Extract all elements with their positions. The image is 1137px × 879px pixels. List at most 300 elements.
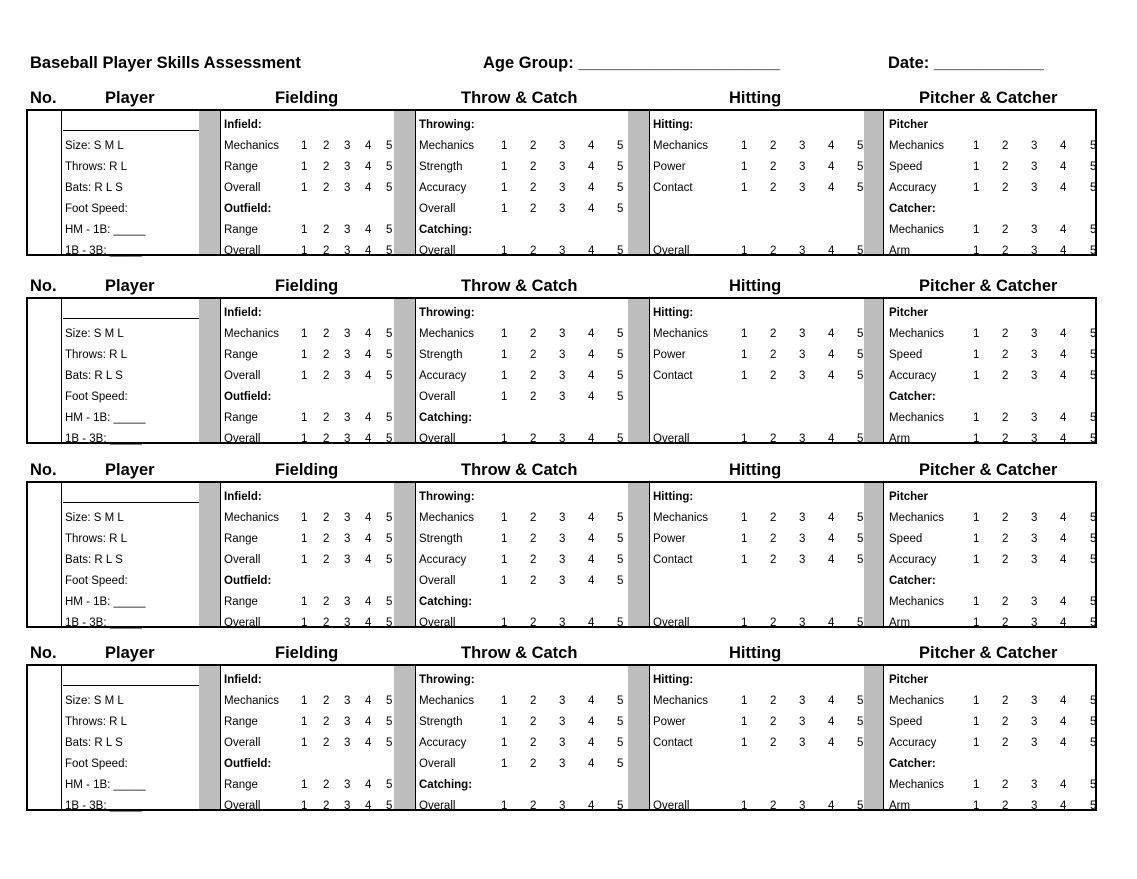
rating-option[interactable]: 1 [741, 716, 748, 728]
rating-option[interactable]: 4 [828, 800, 835, 812]
rating-option[interactable]: 5 [1090, 412, 1097, 424]
rating-option[interactable]: 5 [857, 512, 864, 524]
rating-option[interactable]: 4 [1060, 695, 1067, 707]
rating-option[interactable]: 1 [741, 140, 748, 152]
rating-option[interactable]: 2 [323, 224, 330, 236]
rating-option[interactable]: 4 [1060, 412, 1067, 424]
rating-option[interactable]: 3 [1031, 161, 1038, 173]
rating-option[interactable]: 5 [1090, 596, 1097, 608]
rating-option[interactable]: 3 [559, 245, 566, 257]
rating-option[interactable]: 3 [344, 161, 351, 173]
rating-option[interactable]: 2 [1002, 779, 1009, 791]
rating-option[interactable]: 1 [501, 161, 508, 173]
rating-option[interactable]: 5 [617, 758, 624, 770]
rating-option[interactable]: 2 [770, 370, 777, 382]
rating-option[interactable]: 5 [386, 349, 393, 361]
rating-option[interactable]: 4 [588, 512, 595, 524]
rating-option[interactable]: 5 [617, 554, 624, 566]
rating-option[interactable]: 3 [1031, 737, 1038, 749]
rating-option[interactable]: 5 [617, 182, 624, 194]
player-info-item[interactable]: Foot Speed: [65, 575, 128, 587]
player-info-item[interactable]: Bats: R L S [65, 182, 123, 194]
player-info-item[interactable]: Size: S M L [65, 695, 124, 707]
rating-option[interactable]: 1 [501, 370, 508, 382]
rating-option[interactable]: 1 [501, 716, 508, 728]
rating-option[interactable]: 5 [617, 349, 624, 361]
rating-option[interactable]: 1 [973, 737, 980, 749]
rating-option[interactable]: 3 [344, 695, 351, 707]
rating-option[interactable]: 1 [973, 554, 980, 566]
rating-option[interactable]: 1 [501, 512, 508, 524]
rating-option[interactable]: 4 [588, 140, 595, 152]
rating-option[interactable]: 2 [323, 737, 330, 749]
rating-option[interactable]: 3 [344, 140, 351, 152]
rating-option[interactable]: 1 [501, 800, 508, 812]
player-info-item[interactable]: Throws: R L [65, 716, 127, 728]
rating-option[interactable]: 2 [770, 328, 777, 340]
rating-option[interactable]: 3 [1031, 716, 1038, 728]
rating-option[interactable]: 3 [344, 224, 351, 236]
rating-option[interactable]: 3 [1031, 224, 1038, 236]
rating-option[interactable]: 4 [588, 328, 595, 340]
rating-option[interactable]: 3 [1031, 596, 1038, 608]
rating-option[interactable]: 4 [828, 512, 835, 524]
rating-option[interactable]: 3 [799, 182, 806, 194]
rating-option[interactable]: 5 [1090, 512, 1097, 524]
rating-option[interactable]: 5 [857, 433, 864, 445]
date-field[interactable]: Date: ____________ [888, 54, 1044, 72]
rating-option[interactable]: 2 [323, 695, 330, 707]
player-name-field[interactable] [63, 130, 201, 131]
rating-option[interactable]: 2 [323, 412, 330, 424]
rating-option[interactable]: 1 [501, 433, 508, 445]
rating-option[interactable]: 3 [1031, 533, 1038, 545]
rating-option[interactable]: 1 [973, 349, 980, 361]
rating-option[interactable]: 3 [559, 391, 566, 403]
rating-option[interactable]: 3 [344, 245, 351, 257]
rating-option[interactable]: 2 [323, 716, 330, 728]
rating-option[interactable]: 4 [588, 617, 595, 629]
rating-option[interactable]: 1 [301, 349, 308, 361]
rating-option[interactable]: 5 [857, 695, 864, 707]
rating-option[interactable]: 5 [1090, 617, 1097, 629]
player-info-item[interactable]: Foot Speed: [65, 391, 128, 403]
rating-option[interactable]: 5 [857, 182, 864, 194]
rating-option[interactable]: 4 [365, 161, 372, 173]
rating-option[interactable]: 1 [501, 575, 508, 587]
rating-option[interactable]: 4 [365, 533, 372, 545]
rating-option[interactable]: 3 [559, 533, 566, 545]
rating-option[interactable]: 5 [1090, 800, 1097, 812]
player-info-item[interactable]: Size: S M L [65, 512, 124, 524]
rating-option[interactable]: 2 [323, 140, 330, 152]
rating-option[interactable]: 2 [323, 328, 330, 340]
rating-option[interactable]: 4 [828, 349, 835, 361]
rating-option[interactable]: 1 [741, 349, 748, 361]
rating-option[interactable]: 4 [365, 140, 372, 152]
rating-option[interactable]: 4 [588, 370, 595, 382]
rating-option[interactable]: 4 [1060, 617, 1067, 629]
rating-option[interactable]: 1 [301, 737, 308, 749]
player-name-field[interactable] [63, 318, 201, 319]
rating-option[interactable]: 5 [386, 245, 393, 257]
player-info-item[interactable]: 1B - 3B: _____ [65, 433, 142, 445]
rating-option[interactable]: 2 [530, 391, 537, 403]
rating-option[interactable]: 1 [973, 412, 980, 424]
rating-option[interactable]: 4 [365, 182, 372, 194]
rating-option[interactable]: 5 [386, 182, 393, 194]
rating-option[interactable]: 5 [617, 512, 624, 524]
player-info-item[interactable]: Foot Speed: [65, 203, 128, 215]
rating-option[interactable]: 2 [323, 800, 330, 812]
rating-option[interactable]: 3 [799, 328, 806, 340]
rating-option[interactable]: 1 [741, 370, 748, 382]
rating-option[interactable]: 3 [344, 554, 351, 566]
rating-option[interactable]: 4 [1060, 161, 1067, 173]
rating-option[interactable]: 2 [530, 349, 537, 361]
rating-option[interactable]: 5 [386, 737, 393, 749]
rating-option[interactable]: 5 [386, 412, 393, 424]
rating-option[interactable]: 1 [973, 695, 980, 707]
player-info-item[interactable]: 1B - 3B: _____ [65, 245, 142, 257]
rating-option[interactable]: 5 [1090, 349, 1097, 361]
rating-option[interactable]: 5 [857, 533, 864, 545]
rating-option[interactable]: 1 [501, 328, 508, 340]
rating-option[interactable]: 5 [617, 328, 624, 340]
rating-option[interactable]: 5 [386, 140, 393, 152]
rating-option[interactable]: 5 [1090, 245, 1097, 257]
rating-option[interactable]: 1 [501, 203, 508, 215]
rating-option[interactable]: 4 [1060, 140, 1067, 152]
rating-option[interactable]: 1 [741, 800, 748, 812]
rating-option[interactable]: 3 [1031, 182, 1038, 194]
rating-option[interactable]: 1 [973, 140, 980, 152]
rating-option[interactable]: 5 [386, 695, 393, 707]
rating-option[interactable]: 4 [365, 433, 372, 445]
rating-option[interactable]: 2 [1002, 182, 1009, 194]
rating-option[interactable]: 2 [530, 433, 537, 445]
rating-option[interactable]: 1 [741, 512, 748, 524]
rating-option[interactable]: 5 [1090, 433, 1097, 445]
rating-option[interactable]: 5 [857, 737, 864, 749]
rating-option[interactable]: 1 [301, 245, 308, 257]
rating-option[interactable]: 2 [770, 737, 777, 749]
rating-option[interactable]: 3 [799, 800, 806, 812]
player-info-item[interactable]: Bats: R L S [65, 370, 123, 382]
rating-option[interactable]: 1 [741, 328, 748, 340]
rating-option[interactable]: 4 [365, 512, 372, 524]
rating-option[interactable]: 4 [1060, 596, 1067, 608]
rating-option[interactable]: 4 [828, 737, 835, 749]
rating-option[interactable]: 1 [501, 349, 508, 361]
player-info-item[interactable]: Bats: R L S [65, 737, 123, 749]
rating-option[interactable]: 2 [530, 575, 537, 587]
rating-option[interactable]: 3 [799, 161, 806, 173]
rating-option[interactable]: 1 [501, 245, 508, 257]
rating-option[interactable]: 4 [365, 800, 372, 812]
rating-option[interactable]: 2 [530, 716, 537, 728]
rating-option[interactable]: 5 [857, 554, 864, 566]
rating-option[interactable]: 4 [588, 391, 595, 403]
rating-option[interactable]: 5 [1090, 370, 1097, 382]
rating-option[interactable]: 4 [1060, 800, 1067, 812]
rating-option[interactable]: 2 [1002, 161, 1009, 173]
rating-option[interactable]: 4 [588, 758, 595, 770]
rating-option[interactable]: 1 [301, 512, 308, 524]
rating-option[interactable]: 3 [1031, 370, 1038, 382]
rating-option[interactable]: 3 [559, 695, 566, 707]
rating-option[interactable]: 1 [973, 617, 980, 629]
rating-option[interactable]: 2 [530, 533, 537, 545]
rating-option[interactable]: 3 [559, 161, 566, 173]
rating-option[interactable]: 3 [344, 328, 351, 340]
rating-option[interactable]: 4 [365, 716, 372, 728]
rating-option[interactable]: 1 [501, 695, 508, 707]
rating-option[interactable]: 2 [1002, 695, 1009, 707]
rating-option[interactable]: 2 [530, 512, 537, 524]
rating-option[interactable]: 2 [323, 596, 330, 608]
rating-option[interactable]: 2 [770, 140, 777, 152]
rating-option[interactable]: 2 [770, 182, 777, 194]
player-info-item[interactable]: Throws: R L [65, 161, 127, 173]
rating-option[interactable]: 3 [559, 140, 566, 152]
rating-option[interactable]: 3 [799, 617, 806, 629]
rating-option[interactable]: 1 [501, 140, 508, 152]
rating-option[interactable]: 3 [1031, 554, 1038, 566]
rating-option[interactable]: 3 [559, 617, 566, 629]
rating-option[interactable]: 2 [323, 779, 330, 791]
rating-option[interactable]: 4 [365, 370, 372, 382]
rating-option[interactable]: 4 [1060, 328, 1067, 340]
rating-option[interactable]: 3 [1031, 800, 1038, 812]
rating-option[interactable]: 4 [365, 554, 372, 566]
rating-option[interactable]: 5 [617, 245, 624, 257]
rating-option[interactable]: 5 [857, 140, 864, 152]
rating-option[interactable]: 3 [344, 617, 351, 629]
rating-option[interactable]: 1 [501, 737, 508, 749]
rating-option[interactable]: 2 [1002, 224, 1009, 236]
rating-option[interactable]: 2 [770, 617, 777, 629]
rating-option[interactable]: 2 [530, 695, 537, 707]
rating-option[interactable]: 5 [386, 716, 393, 728]
rating-option[interactable]: 5 [617, 140, 624, 152]
rating-option[interactable]: 5 [617, 533, 624, 545]
rating-option[interactable]: 4 [828, 140, 835, 152]
player-info-item[interactable]: Size: S M L [65, 328, 124, 340]
rating-option[interactable]: 1 [741, 737, 748, 749]
rating-option[interactable]: 2 [530, 161, 537, 173]
rating-option[interactable]: 3 [1031, 779, 1038, 791]
rating-option[interactable]: 1 [501, 758, 508, 770]
rating-option[interactable]: 2 [1002, 737, 1009, 749]
rating-option[interactable]: 1 [973, 370, 980, 382]
rating-option[interactable]: 5 [1090, 716, 1097, 728]
rating-option[interactable]: 1 [501, 533, 508, 545]
rating-option[interactable]: 5 [1090, 554, 1097, 566]
rating-option[interactable]: 3 [559, 512, 566, 524]
rating-option[interactable]: 5 [1090, 161, 1097, 173]
rating-option[interactable]: 1 [301, 412, 308, 424]
rating-option[interactable]: 2 [770, 433, 777, 445]
rating-option[interactable]: 3 [344, 596, 351, 608]
rating-option[interactable]: 3 [1031, 328, 1038, 340]
rating-option[interactable]: 2 [530, 182, 537, 194]
rating-option[interactable]: 2 [1002, 512, 1009, 524]
rating-option[interactable]: 5 [1090, 182, 1097, 194]
rating-option[interactable]: 3 [1031, 140, 1038, 152]
rating-option[interactable]: 4 [1060, 554, 1067, 566]
rating-option[interactable]: 2 [530, 245, 537, 257]
rating-option[interactable]: 2 [323, 370, 330, 382]
rating-option[interactable]: 2 [530, 203, 537, 215]
rating-option[interactable]: 3 [344, 433, 351, 445]
player-info-item[interactable]: Throws: R L [65, 533, 127, 545]
rating-option[interactable]: 4 [588, 203, 595, 215]
rating-option[interactable]: 3 [344, 533, 351, 545]
rating-option[interactable]: 2 [1002, 328, 1009, 340]
rating-option[interactable]: 2 [1002, 412, 1009, 424]
player-info-item[interactable]: 1B - 3B: _____ [65, 800, 142, 812]
rating-option[interactable]: 2 [530, 140, 537, 152]
rating-option[interactable]: 1 [301, 328, 308, 340]
rating-option[interactable]: 1 [741, 182, 748, 194]
rating-option[interactable]: 3 [1031, 617, 1038, 629]
rating-option[interactable]: 3 [559, 716, 566, 728]
rating-option[interactable]: 4 [828, 695, 835, 707]
rating-option[interactable]: 1 [973, 512, 980, 524]
rating-option[interactable]: 4 [1060, 512, 1067, 524]
rating-option[interactable]: 1 [501, 554, 508, 566]
rating-option[interactable]: 4 [365, 412, 372, 424]
rating-option[interactable]: 5 [386, 596, 393, 608]
rating-option[interactable]: 4 [588, 554, 595, 566]
rating-option[interactable]: 3 [799, 716, 806, 728]
rating-option[interactable]: 4 [828, 533, 835, 545]
rating-option[interactable]: 5 [1090, 695, 1097, 707]
rating-option[interactable]: 1 [301, 695, 308, 707]
rating-option[interactable]: 2 [530, 737, 537, 749]
rating-option[interactable]: 5 [617, 391, 624, 403]
rating-option[interactable]: 5 [1090, 737, 1097, 749]
age-group-field[interactable]: Age Group: ______________________ [483, 54, 781, 72]
rating-option[interactable]: 2 [323, 245, 330, 257]
rating-option[interactable]: 5 [857, 370, 864, 382]
rating-option[interactable]: 4 [1060, 779, 1067, 791]
rating-option[interactable]: 2 [1002, 349, 1009, 361]
rating-option[interactable]: 4 [1060, 349, 1067, 361]
player-info-item[interactable]: Throws: R L [65, 349, 127, 361]
rating-option[interactable]: 2 [323, 554, 330, 566]
rating-option[interactable]: 3 [799, 695, 806, 707]
rating-option[interactable]: 1 [741, 161, 748, 173]
rating-option[interactable]: 5 [1090, 779, 1097, 791]
rating-option[interactable]: 2 [323, 617, 330, 629]
rating-option[interactable]: 5 [857, 245, 864, 257]
rating-option[interactable]: 5 [617, 575, 624, 587]
rating-option[interactable]: 1 [301, 533, 308, 545]
rating-option[interactable]: 3 [1031, 433, 1038, 445]
rating-option[interactable]: 4 [588, 800, 595, 812]
rating-option[interactable]: 5 [386, 779, 393, 791]
rating-option[interactable]: 5 [857, 800, 864, 812]
player-info-item[interactable]: Foot Speed: [65, 758, 128, 770]
rating-option[interactable]: 5 [386, 617, 393, 629]
rating-option[interactable]: 5 [386, 161, 393, 173]
player-info-item[interactable]: HM - 1B: _____ [65, 596, 146, 608]
rating-option[interactable]: 4 [828, 433, 835, 445]
rating-option[interactable]: 2 [770, 554, 777, 566]
rating-option[interactable]: 2 [1002, 800, 1009, 812]
rating-option[interactable]: 5 [386, 370, 393, 382]
rating-option[interactable]: 5 [857, 328, 864, 340]
rating-option[interactable]: 2 [1002, 370, 1009, 382]
rating-option[interactable]: 3 [799, 349, 806, 361]
rating-option[interactable]: 3 [1031, 245, 1038, 257]
rating-option[interactable]: 4 [1060, 370, 1067, 382]
rating-option[interactable]: 4 [588, 716, 595, 728]
rating-option[interactable]: 2 [770, 800, 777, 812]
rating-option[interactable]: 4 [365, 737, 372, 749]
rating-option[interactable]: 1 [301, 224, 308, 236]
rating-option[interactable]: 4 [588, 433, 595, 445]
rating-option[interactable]: 4 [1060, 182, 1067, 194]
rating-option[interactable]: 3 [344, 412, 351, 424]
rating-option[interactable]: 1 [301, 140, 308, 152]
rating-option[interactable]: 5 [617, 716, 624, 728]
rating-option[interactable]: 2 [1002, 433, 1009, 445]
rating-option[interactable]: 4 [828, 554, 835, 566]
rating-option[interactable]: 4 [1060, 716, 1067, 728]
rating-option[interactable]: 5 [857, 617, 864, 629]
rating-option[interactable]: 2 [1002, 140, 1009, 152]
rating-option[interactable]: 3 [1031, 349, 1038, 361]
rating-option[interactable]: 5 [617, 737, 624, 749]
rating-option[interactable]: 4 [828, 716, 835, 728]
rating-option[interactable]: 1 [301, 182, 308, 194]
rating-option[interactable]: 2 [530, 758, 537, 770]
rating-option[interactable]: 4 [365, 596, 372, 608]
rating-option[interactable]: 4 [1060, 737, 1067, 749]
player-info-item[interactable]: HM - 1B: _____ [65, 224, 146, 236]
rating-option[interactable]: 4 [588, 245, 595, 257]
rating-option[interactable]: 2 [1002, 617, 1009, 629]
rating-option[interactable]: 3 [344, 779, 351, 791]
rating-option[interactable]: 3 [344, 800, 351, 812]
rating-option[interactable]: 5 [617, 203, 624, 215]
rating-option[interactable]: 3 [799, 533, 806, 545]
rating-option[interactable]: 4 [365, 349, 372, 361]
rating-option[interactable]: 2 [770, 349, 777, 361]
rating-option[interactable]: 1 [301, 596, 308, 608]
rating-option[interactable]: 1 [973, 182, 980, 194]
rating-option[interactable]: 4 [365, 224, 372, 236]
rating-option[interactable]: 2 [770, 533, 777, 545]
rating-option[interactable]: 3 [559, 328, 566, 340]
rating-option[interactable]: 1 [973, 533, 980, 545]
rating-option[interactable]: 1 [301, 617, 308, 629]
rating-option[interactable]: 4 [365, 617, 372, 629]
rating-option[interactable]: 3 [799, 370, 806, 382]
rating-option[interactable]: 1 [973, 328, 980, 340]
rating-option[interactable]: 1 [973, 716, 980, 728]
rating-option[interactable]: 5 [617, 161, 624, 173]
player-info-item[interactable]: HM - 1B: _____ [65, 412, 146, 424]
rating-option[interactable]: 4 [828, 617, 835, 629]
rating-option[interactable]: 2 [323, 533, 330, 545]
rating-option[interactable]: 4 [588, 695, 595, 707]
rating-option[interactable]: 5 [617, 370, 624, 382]
rating-option[interactable]: 3 [799, 512, 806, 524]
